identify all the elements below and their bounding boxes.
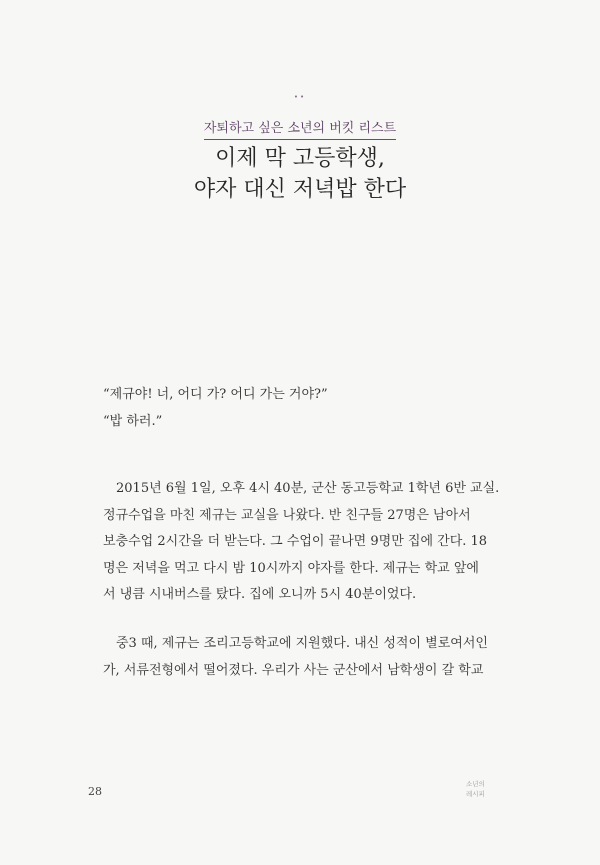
- paragraph-1-line-2: 정규수업을 마친 제규는 교실을 나왔다. 반 친구들 27명은 남아서: [103, 507, 471, 523]
- dialog-block: [103, 382, 499, 435]
- paragraph-1-line-4: 명은 저녁을 먹고 다시 밤 10시까지 야자를 한다. 제규는 학교 앞에: [103, 560, 479, 576]
- running-header-line-1: 소년의: [466, 780, 485, 788]
- paragraph-2-line-1: 중3 때, 제규는 조리고등학교에 지원했다. 내신 성적이 별로여서인: [116, 636, 488, 651]
- chapter-label: 자퇴하고 싶은 소년의 버킷 리스트: [204, 117, 396, 140]
- chapter-title-line-1: 이제 막 고등학생,: [215, 146, 385, 171]
- page-number: 28: [88, 785, 102, 798]
- chapter-label-container: [0, 117, 600, 140]
- paragraph-2: [103, 631, 499, 684]
- chapter-ornament: ••: [293, 93, 307, 101]
- chapter-title-line-2: 야자 대신 저녁밥 한다: [193, 177, 407, 202]
- running-header-line-2: 레시피: [466, 790, 485, 798]
- dialog-line-2: “밥 하러.”: [103, 413, 163, 429]
- paragraph-1-line-3: 보충수업 2시간을 더 받는다. 그 수업이 끝나면 9명만 집에 간다. 18: [103, 534, 488, 549]
- paragraph-2-line-2: 가, 서류전형에서 떨어졌다. 우리가 사는 군산에서 남학생이 갈 학교: [103, 662, 484, 678]
- chapter-title: [0, 143, 600, 205]
- paragraph-1-line-1: 2015년 6월 1일, 오후 4시 40분, 군산 동고등학교 1학년 6반 교실.: [116, 481, 500, 496]
- running-header: [466, 779, 485, 799]
- paragraph-1: [103, 476, 499, 609]
- paragraph-1-line-5: 서 냉큼 시내버스를 탔다. 집에 오니까 5시 40분이었다.: [103, 587, 417, 602]
- dialog-line-1: “제규야! 너, 어디 가? 어디 가는 거야?”: [103, 387, 328, 402]
